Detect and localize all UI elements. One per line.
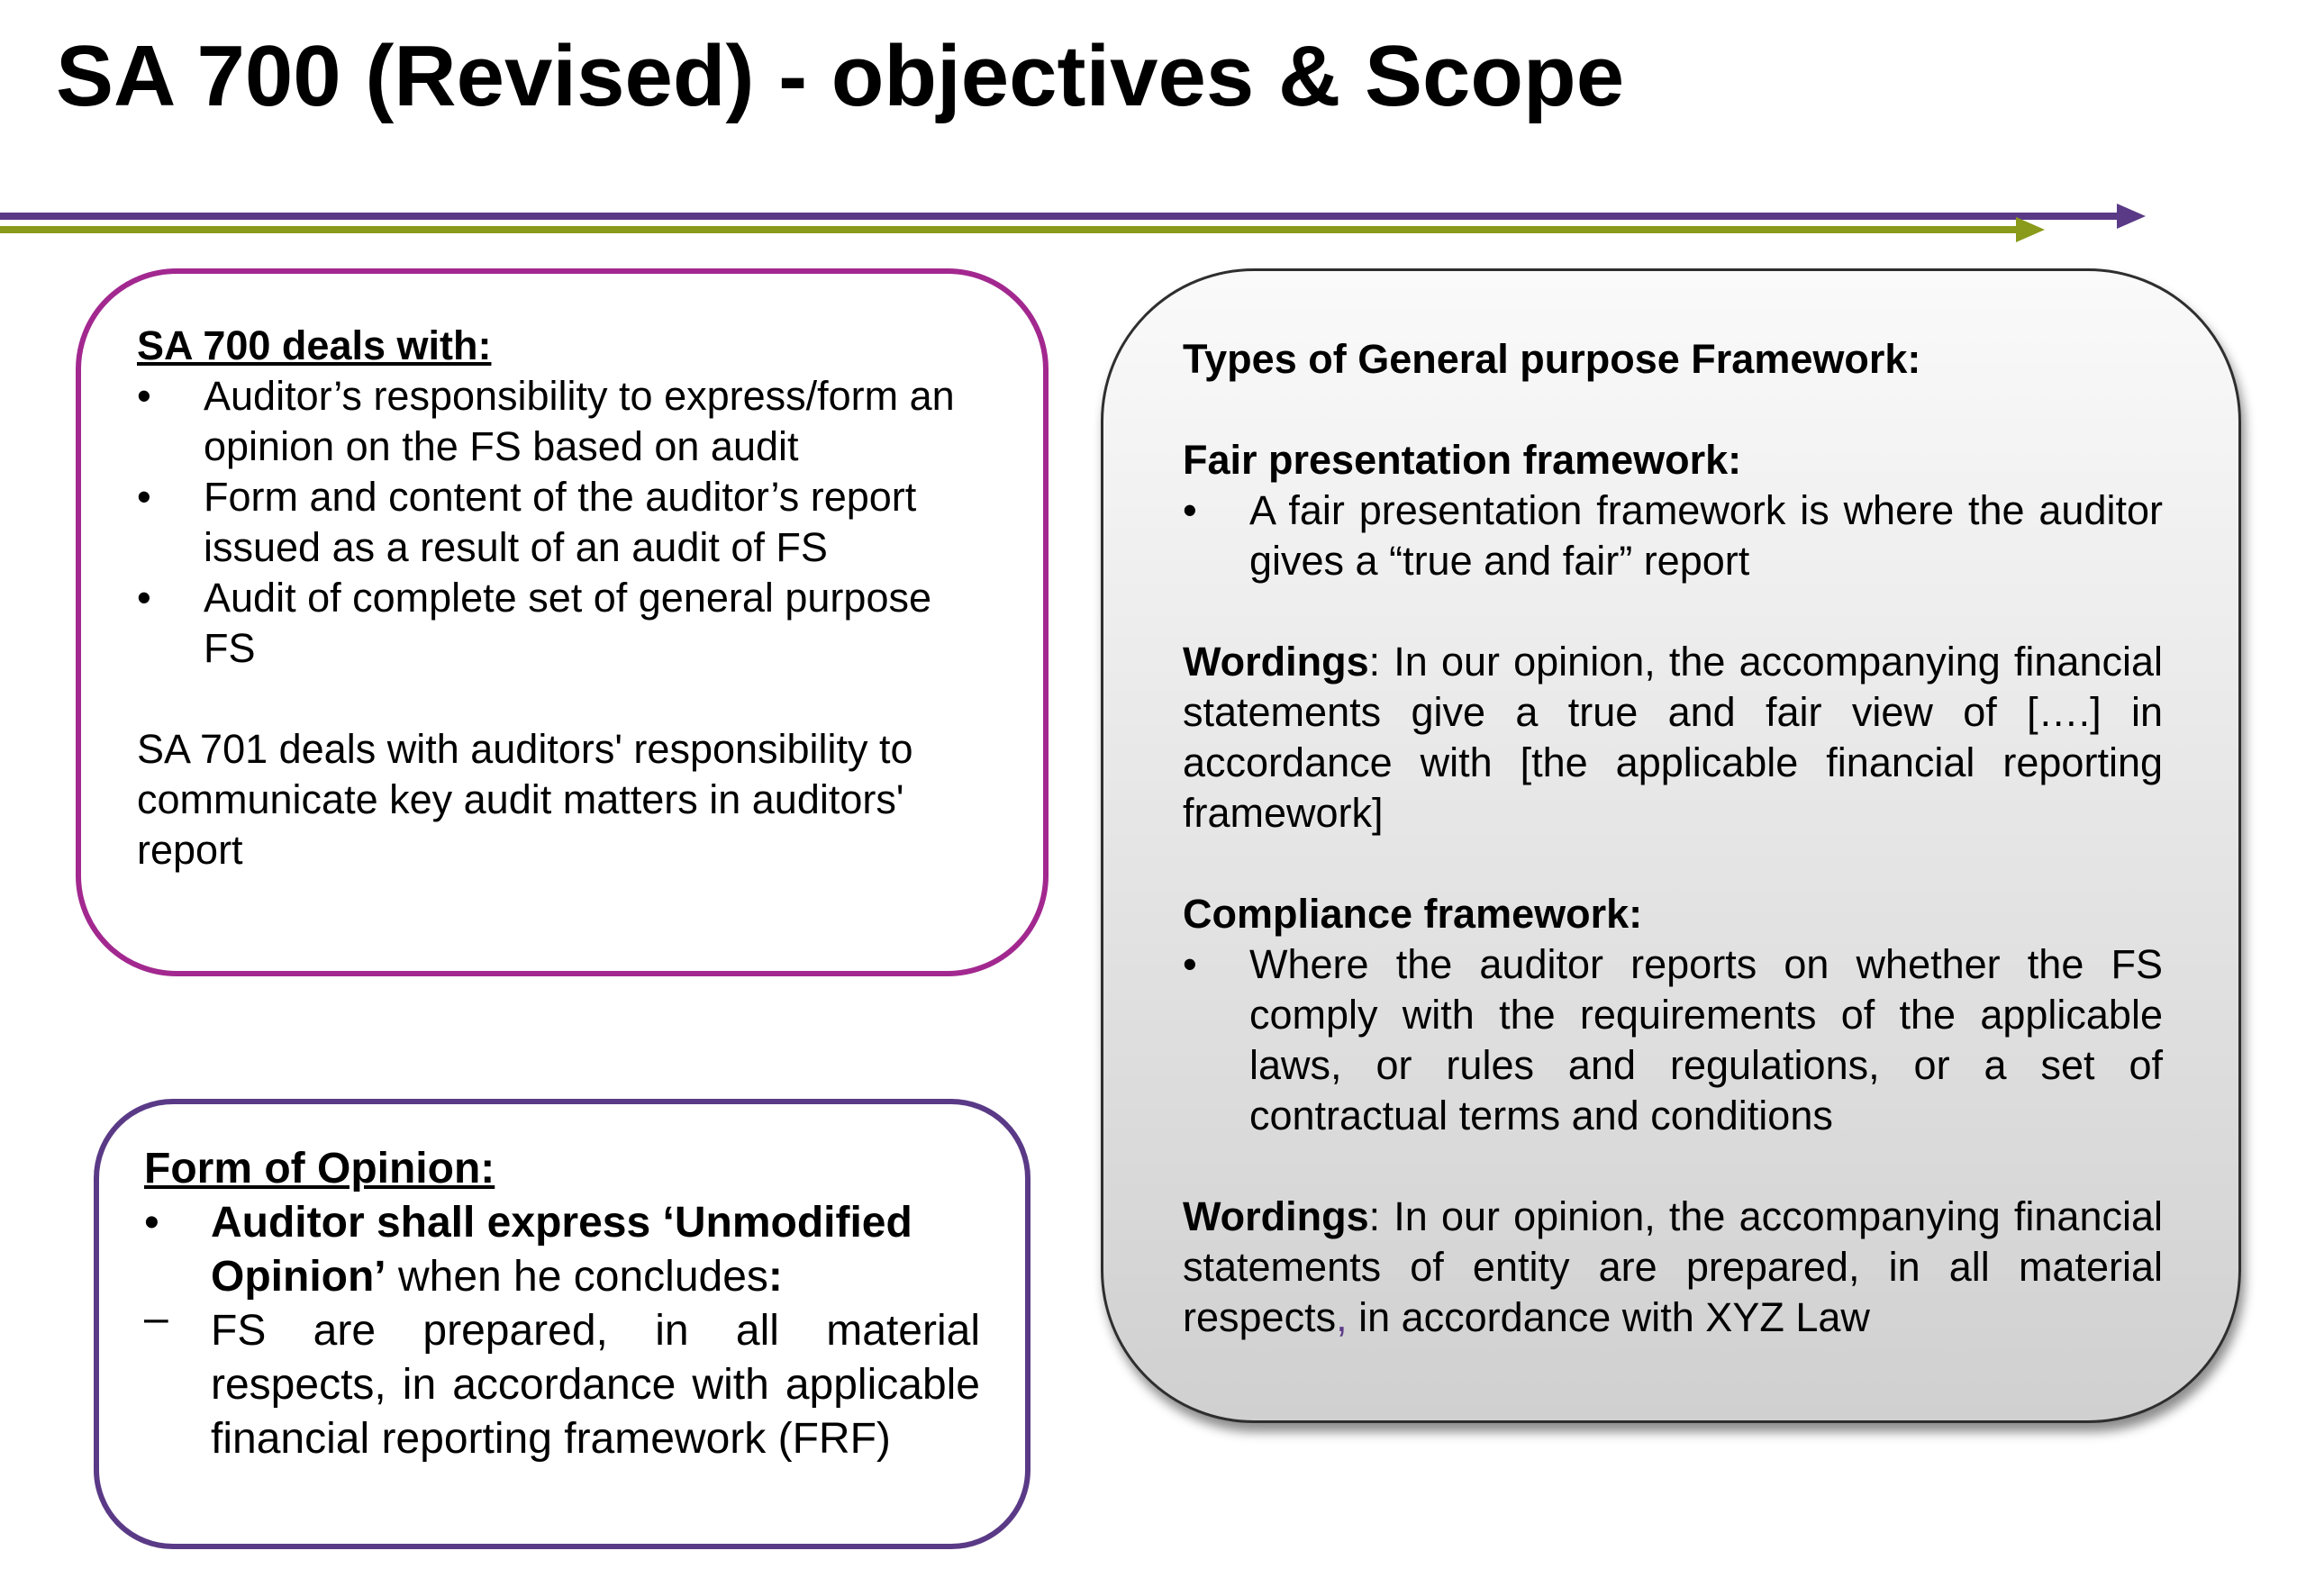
- wordings-text: : In our opinion, the accompanying financial statements of entity are prepared, in all material respects: [1183, 1193, 2163, 1340]
- page-title: SA 700 (Revised) - objectives & Scope: [56, 28, 1625, 124]
- opinion-heading: Form of Opinion:: [144, 1145, 495, 1192]
- list-item: [144, 1294, 980, 1466]
- types-heading: Types of General purpose Framework:: [1183, 336, 1921, 382]
- opinion-bullet-colon: :: [767, 1253, 783, 1301]
- bullet-mark: •: [1183, 487, 1197, 533]
- wordings-label: Wordings: [1183, 1193, 1369, 1239]
- fair-presentation-bullet: A fair presentation framework is where the auditor gives a “true and fair” report: [1249, 487, 2163, 584]
- compliance-heading: Compliance framework:: [1183, 891, 1643, 937]
- form-of-opinion-box: [94, 1099, 1030, 1549]
- sa701-note: SA 701 deals with auditors' responsibility to communicate key audit matters in auditors' report: [137, 726, 913, 873]
- list-item: [137, 573, 989, 674]
- compliance-bullet: Where the auditor reports on whether the FS comply with the requirements of the applicable laws, or rules and regulations, or a set of contractual terms and conditions: [1249, 941, 2163, 1138]
- compliance-list: [1183, 939, 2163, 1141]
- deals-heading: SA 700 deals with:: [137, 322, 492, 368]
- wordings-text: in accordance with XYZ Law: [1347, 1294, 1870, 1340]
- sa700-deals-box: [76, 268, 1049, 976]
- list-item: [144, 1196, 980, 1304]
- bullet-mark: •: [1183, 941, 1197, 987]
- opinion-bullet-bold: Auditor shall express ‘Unmodified Opinion’: [211, 1199, 912, 1301]
- deals-item-text: Audit of complete set of general purpose FS: [204, 575, 932, 671]
- olive-arrowhead: [2016, 217, 2045, 242]
- opinion-bullet-rest: when he concludes: [386, 1253, 768, 1301]
- list-item: [137, 371, 989, 472]
- bullet-mark: •: [144, 1199, 159, 1247]
- purple-arrowhead: [2117, 204, 2146, 229]
- compliance-wordings: [1183, 1192, 2163, 1343]
- wordings-text: : In our opinion, the accompanying financial statements give a true and fair view of [….] in accordance with [the applicable financial reporting framework]: [1183, 639, 2163, 836]
- list-item: [137, 472, 989, 573]
- framework-types-box: [1101, 268, 2241, 1423]
- opinion-list: [144, 1196, 980, 1466]
- deals-item-text: Auditor’s responsibility to express/form an opinion on the FS based on audit: [204, 373, 955, 469]
- wordings-comma: ,: [1336, 1294, 1348, 1340]
- bullet-mark: •: [137, 373, 151, 419]
- list-item: [1183, 485, 2163, 586]
- bullet-mark: •: [137, 474, 151, 520]
- deals-list: [137, 371, 989, 674]
- decorative-arrows: [0, 189, 2162, 261]
- fair-wordings: [1183, 637, 2163, 839]
- opinion-dash-text: FS are prepared, in all material respects, in accordance with applicable financial reporting framework (FRF): [211, 1307, 980, 1463]
- dash-mark: –: [144, 1294, 168, 1342]
- bullet-mark: •: [137, 575, 151, 621]
- wordings-label: Wordings: [1183, 639, 1369, 685]
- deals-item-text: Form and content of the auditor’s report issued as a result of an audit of FS: [204, 474, 917, 570]
- list-item: [1183, 939, 2163, 1141]
- fair-presentation-list: [1183, 485, 2163, 586]
- fair-presentation-heading: Fair presentation framework:: [1183, 437, 1742, 483]
